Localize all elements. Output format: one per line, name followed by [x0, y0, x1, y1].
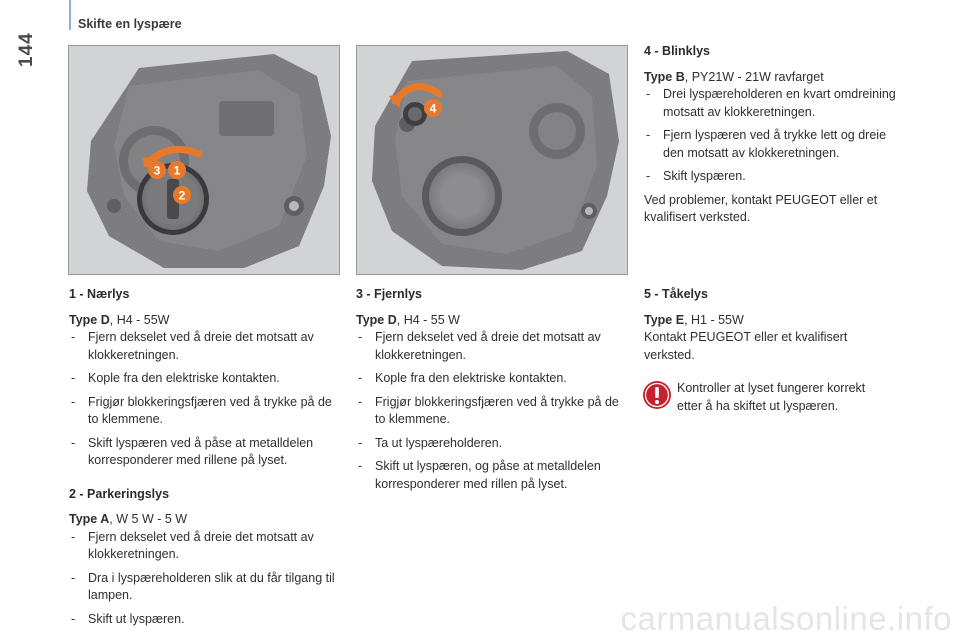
high-beam-type: Type D, H4 - 55 W	[356, 312, 460, 327]
page-number: 144	[16, 32, 37, 68]
svg-text:2: 2	[178, 188, 186, 203]
headlamp-figure-left	[68, 45, 340, 275]
indicator-steps	[644, 86, 909, 186]
step: - Fjern dekselet ved å dreie det motsatt av klokkeretningen.	[356, 329, 628, 364]
low-beam-steps	[69, 329, 341, 470]
parking-light-steps	[69, 529, 341, 629]
warning-text: Kontroller at lyset fungerer korrekt etter å ha skiftet ut lyspæren.	[677, 381, 866, 413]
section-fog-light	[644, 286, 884, 364]
section-title: Skifte en lyspære	[78, 17, 182, 31]
step: - Fjern lyspæren ved å trykke lett og dreie den motsatt av klokkeretningen.	[644, 127, 909, 162]
fog-light-text: Kontakt PEUGEOT eller et kvalifisert verksted.	[644, 330, 848, 362]
step: - Skift lyspæren ved å påse at metalldelen korresponderer med rillene på lyset.	[69, 435, 341, 470]
fog-light-type: Type E, H1 - 55W	[644, 312, 744, 327]
low-beam-heading: 1 - Nærlys	[69, 287, 130, 301]
svg-text:1: 1	[173, 163, 181, 178]
step: - Ta ut lyspæreholderen.	[356, 435, 628, 453]
warning-icon	[642, 380, 672, 410]
step: - Dra i lyspæreholderen slik at du får tilgang til lampen.	[69, 570, 341, 605]
section-indicator	[644, 43, 909, 227]
step: - Skift ut lyspæren, og påse at metalldelen korresponderer med rillen på lyset.	[356, 458, 628, 493]
indicator-heading: 4 - Blinklys	[644, 44, 710, 58]
parking-light-heading: 2 - Parkeringslys	[69, 486, 170, 501]
margin-accent-bar	[69, 0, 71, 30]
high-beam-heading: 3 - Fjernlys	[356, 287, 422, 301]
low-beam-type: Type D, H4 - 55W	[69, 312, 170, 327]
indicator-note: Ved problemer, kontakt PEUGEOT eller et kvalifisert verksted.	[644, 192, 878, 224]
svg-text:3: 3	[153, 163, 161, 178]
step: - Fjern dekselet ved å dreie det motsatt av klokkeretningen.	[69, 529, 341, 564]
step: - Drei lyspæreholderen en kvart omdreining motsatt av klokkeretningen.	[644, 86, 909, 121]
step: - Frigjør blokkeringsfjæren ved å trykke på de to klemmene.	[69, 394, 341, 429]
step: - Kople fra den elektriske kontakten.	[356, 370, 628, 388]
svg-text:4: 4	[429, 101, 437, 116]
step: - Kople fra den elektriske kontakten.	[69, 370, 341, 388]
headlamp-figure-right	[356, 45, 628, 275]
high-beam-steps	[356, 329, 628, 493]
step: - Skift ut lyspæren.	[69, 611, 341, 629]
indicator-type: Type B, PY21W - 21W ravfarget	[644, 69, 824, 84]
step: - Fjern dekselet ved å dreie det motsatt av klokkeretningen.	[69, 329, 341, 364]
parking-light-type: Type A, W 5 W - 5 W	[69, 512, 188, 526]
section-high-beam	[356, 286, 628, 499]
step: - Skift lyspæren.	[644, 168, 909, 186]
watermark: carmanualsonline.info	[620, 600, 952, 637]
fog-light-heading: 5 - Tåkelys	[644, 287, 708, 301]
section-low-beam	[69, 286, 341, 634]
step: - Frigjør blokkeringsfjæren ved å trykke på de to klemmene.	[356, 394, 628, 429]
